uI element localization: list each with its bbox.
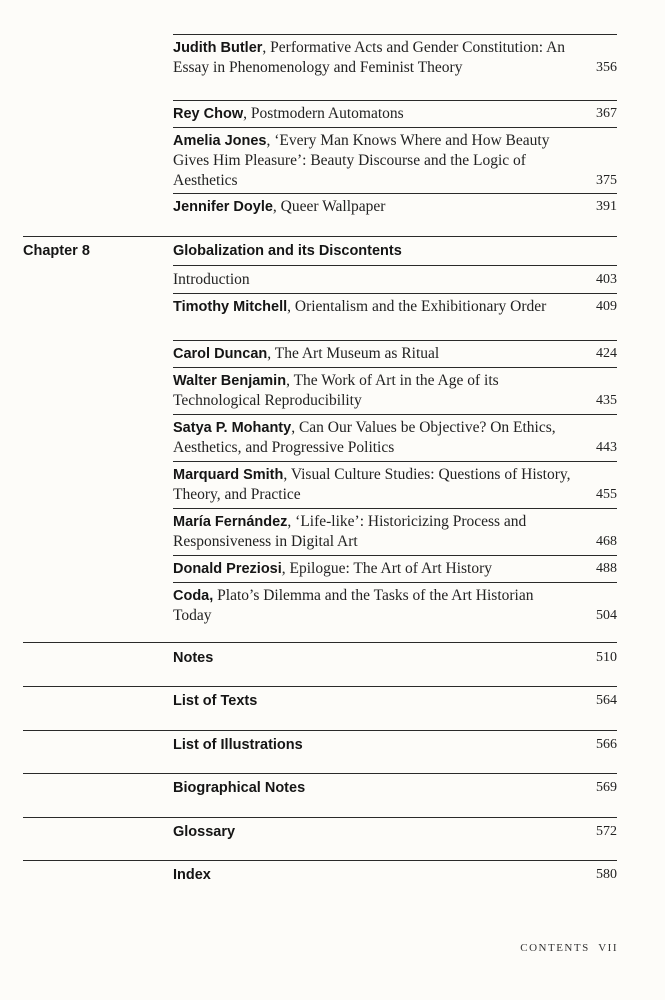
section-divider: [23, 860, 617, 861]
toc-entry: Rey Chow, Postmodern Automatons 367: [173, 105, 617, 122]
entry-author: Carol Duncan: [173, 346, 268, 362]
entry-page: 572: [596, 824, 617, 839]
back-matter-entry: [173, 778, 617, 798]
entry-author: Jennifer Doyle: [173, 199, 273, 215]
divider: [173, 265, 617, 266]
toc-entry: Walter Benjamin, The Work of Art in the Age of its Technological Reproducibility 435: [173, 372, 617, 409]
toc-entry: [173, 586, 617, 626]
entry-page: 455: [596, 487, 617, 502]
entry-page: 468: [596, 534, 617, 549]
entry-page: 375: [596, 173, 617, 188]
entry-author: Donald Preziosi: [173, 561, 282, 577]
back-matter-entry: [173, 648, 617, 668]
footer-label: CONTENTS: [520, 942, 590, 954]
divider: [173, 414, 617, 415]
entry-title: Visual Culture Studies: Questions of History, Theory, and Practice: [173, 466, 571, 503]
toc-entry: Marquard Smith, Visual Culture Studies: Questions of History, Theory, and Practice 455: [173, 466, 617, 503]
entry-title: Orientalism and the Exhibitionary Order: [294, 298, 547, 315]
chapter-title: Globalization and its Discontents: [173, 243, 402, 259]
divider: [173, 193, 617, 194]
divider: [173, 461, 617, 462]
toc-entry: Timothy Mitchell, Orientalism and the Exhibitionary Order 409: [173, 298, 617, 315]
entry-author: Amelia Jones: [173, 133, 267, 149]
section-divider: [23, 730, 617, 731]
entry-title: Plato’s Dilemma and the Tasks of the Art Historian Today: [173, 587, 534, 624]
toc-entry: María Fernández, ‘Life-like’: Historicizing Process and Responsiveness in Digital Art 468: [173, 513, 617, 550]
section-divider: [23, 817, 617, 818]
entry-page: 443: [596, 440, 617, 455]
back-matter-entry: [173, 822, 617, 842]
entry-author: Marquard Smith: [173, 467, 284, 483]
toc-entry: Amelia Jones, ‘Every Man Knows Where and How Beauty Gives Him Pleasure’: Beauty Discourse and the Logic of Aesthetics 375: [173, 132, 617, 189]
entry-page: 367: [596, 106, 617, 121]
entry-page: 409: [596, 299, 617, 314]
entry-title: Postmodern Automatons: [250, 105, 404, 122]
entry-author: Rey Chow: [173, 106, 244, 122]
back-matter-title: List of Texts: [173, 693, 258, 709]
entry-page: 504: [596, 608, 617, 623]
divider: [173, 508, 617, 509]
back-matter-title: Index: [173, 867, 211, 883]
entry-page: 488: [596, 561, 617, 576]
entry-page: 564: [596, 693, 617, 708]
back-matter-title: List of Illustrations: [173, 737, 303, 753]
entry-title: ‘Every Man Knows Where and How Beauty Gives Him Pleasure’: Beauty Discourse and the Logic of Aesthetics: [173, 132, 550, 189]
chapter-label: Chapter 8: [23, 243, 90, 259]
entry-author: Timothy Mitchell: [173, 299, 288, 315]
section-divider: [23, 686, 617, 687]
chapter-divider: [23, 236, 617, 237]
entry-title: Epilogue: The Art of Art History: [289, 560, 493, 577]
divider: [173, 34, 617, 35]
entry-page: 510: [596, 650, 617, 665]
entry-title: ‘Life-like’: Historicizing Process and Responsiveness in Digital Art: [173, 513, 527, 550]
entry-title: The Art Museum as Ritual: [274, 345, 440, 362]
entry-page: 356: [596, 60, 617, 75]
toc-entry: Satya P. Mohanty, Can Our Values be Objective? On Ethics, Aesthetics, and Progressive Politics 443: [173, 419, 617, 456]
entry-page: 566: [596, 737, 617, 752]
section-divider: [23, 642, 617, 643]
chapter-title-row: [173, 241, 617, 261]
toc-entry: [173, 270, 617, 290]
divider: [173, 367, 617, 368]
entry-title: Queer Wallpaper: [280, 198, 386, 215]
divider: [173, 555, 617, 556]
running-footer: [520, 942, 618, 954]
toc-entry: Carol Duncan, The Art Museum as Ritual 424: [173, 345, 617, 362]
entry-author: Satya P. Mohanty: [173, 420, 292, 436]
entry-page: 580: [596, 867, 617, 882]
divider: [173, 582, 617, 583]
back-matter-title: Notes: [173, 650, 214, 666]
entry-title: Can Our Values be Objective? On Ethics, Aesthetics, and Progressive Politics: [173, 419, 556, 456]
divider: [173, 293, 617, 294]
entry-title: Introduction: [173, 271, 250, 288]
entry-title: Performative Acts and Gender Constitution: An Essay in Phenomenology and Feminist Theory: [173, 39, 566, 76]
back-matter-entry: [173, 865, 617, 885]
footer-page-number: VII: [598, 942, 618, 954]
entry-page: 391: [596, 199, 617, 214]
back-matter-title: Glossary: [173, 824, 236, 840]
entry-page: 569: [596, 780, 617, 795]
entry-author: Coda,: [173, 588, 214, 604]
toc-entry: Judith Butler, Performative Acts and Gender Constitution: An Essay in Phenomenology and Feminist Theory 356: [173, 39, 617, 76]
entry-page: 403: [596, 272, 617, 287]
entry-author: Walter Benjamin: [173, 373, 287, 389]
entry-author: Judith Butler: [173, 40, 263, 56]
entry-page: 435: [596, 393, 617, 408]
toc-entry: Jennifer Doyle, Queer Wallpaper 391: [173, 198, 617, 215]
back-matter-entry: [173, 691, 617, 711]
section-divider: [23, 773, 617, 774]
back-matter-title: Biographical Notes: [173, 780, 306, 796]
entry-author: María Fernández: [173, 514, 288, 530]
toc-entry: Donald Preziosi, Epilogue: The Art of Art History 488: [173, 560, 617, 577]
entry-title: The Work of Art in the Age of its Technological Reproducibility: [173, 372, 499, 409]
divider: [173, 127, 617, 128]
divider: [173, 100, 617, 101]
back-matter-entry: [173, 735, 617, 755]
divider: [173, 340, 617, 341]
entry-page: 424: [596, 346, 617, 361]
